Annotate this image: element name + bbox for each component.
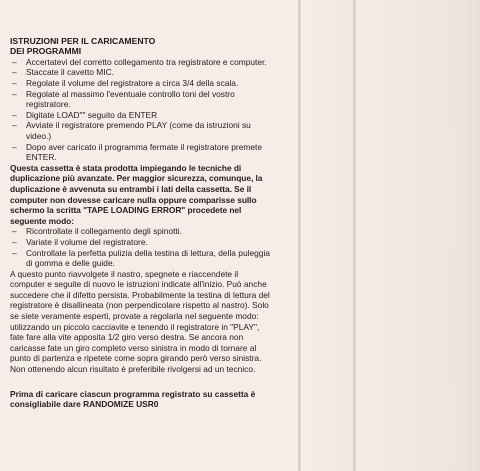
list-item: – Staccate il cavetto MIC.	[10, 67, 272, 78]
list-item: – Controllate la perfetta pulizia della testina di lettura, della puleggia di gomma e delle guide.	[10, 248, 272, 269]
title-line: DEI PROGRAMMI	[10, 46, 82, 57]
spine-panel	[301, 0, 353, 471]
list-item: – Ricontrollate il collegamento degli spinotti.	[10, 226, 272, 237]
list-item: – Digitate LOAD"" seguito da ENTER	[10, 110, 272, 121]
list-item: – Avviate il registratore premendo PLAY (come da istruzioni su video.)	[10, 120, 272, 141]
title-line: ISTRUZIONI PER IL CARICAMENTO	[10, 36, 156, 46]
loading-steps	[10, 57, 272, 163]
list-item: – Regolate al massimo l'eventuale controllo toni del vostro registratore.	[10, 89, 272, 110]
duplication-note: Questa cassetta è stata prodotta impiegando le tecniche di duplicazione più avanzate. Per maggior sicurezza, comunque, la duplicazione è avvenuta su entrambi i lati della cassetta. Se il computer non dovesse caricare nulla oppure comparisse sullo schermo la scritta "TAPE LOADING ERROR" procedete nel seguente modo:	[10, 162, 263, 226]
troubleshooting-steps	[10, 226, 272, 268]
list-item: – Accertatevi del corretto collegamento tra registratore e computer.	[10, 57, 272, 68]
list-item: – Variate il volume del registratore.	[10, 237, 272, 248]
list-item: – Dopo aver caricato il programma fermate il registratore premete ENTER.	[10, 142, 272, 163]
list-item: – Regolate il volume del registratore a circa 3/4 della scala.	[10, 78, 272, 89]
flap-panel	[356, 0, 480, 471]
instructions-text	[10, 36, 272, 410]
head-alignment-paragraph: A questo punto riavvolgete il nastro, spegnete e riaccendete il computer e seguite di nuovo le istruzioni indicate all'inizio. Può anche succedere che il difetto persista. Probabilmente la testina di lettura del registratore è disallineata (non perpendicolare rispetto al nastro). Solo se siete veramente esperti, provate a regolarla nel seguente modo: utilizzando un piccolo cacciavite e tenendo il registratore in "PLAY", fate fare alla vite apposita 1/2 giro verso destra. Se ancora non caricasse fate un giro completo verso sinistra in modo di tornare al punto di partenza e ripetete come sopra girando però verso sinistra. Non ottenendo alcun risultato è preferibile rivolgersi ad un tecnico.	[10, 268, 270, 375]
instructions-title	[10, 36, 272, 57]
randomize-note: Prima di caricare ciascun programma registrato su cassetta è consigliabile dare RANDOMIZE USR0	[10, 388, 256, 410]
